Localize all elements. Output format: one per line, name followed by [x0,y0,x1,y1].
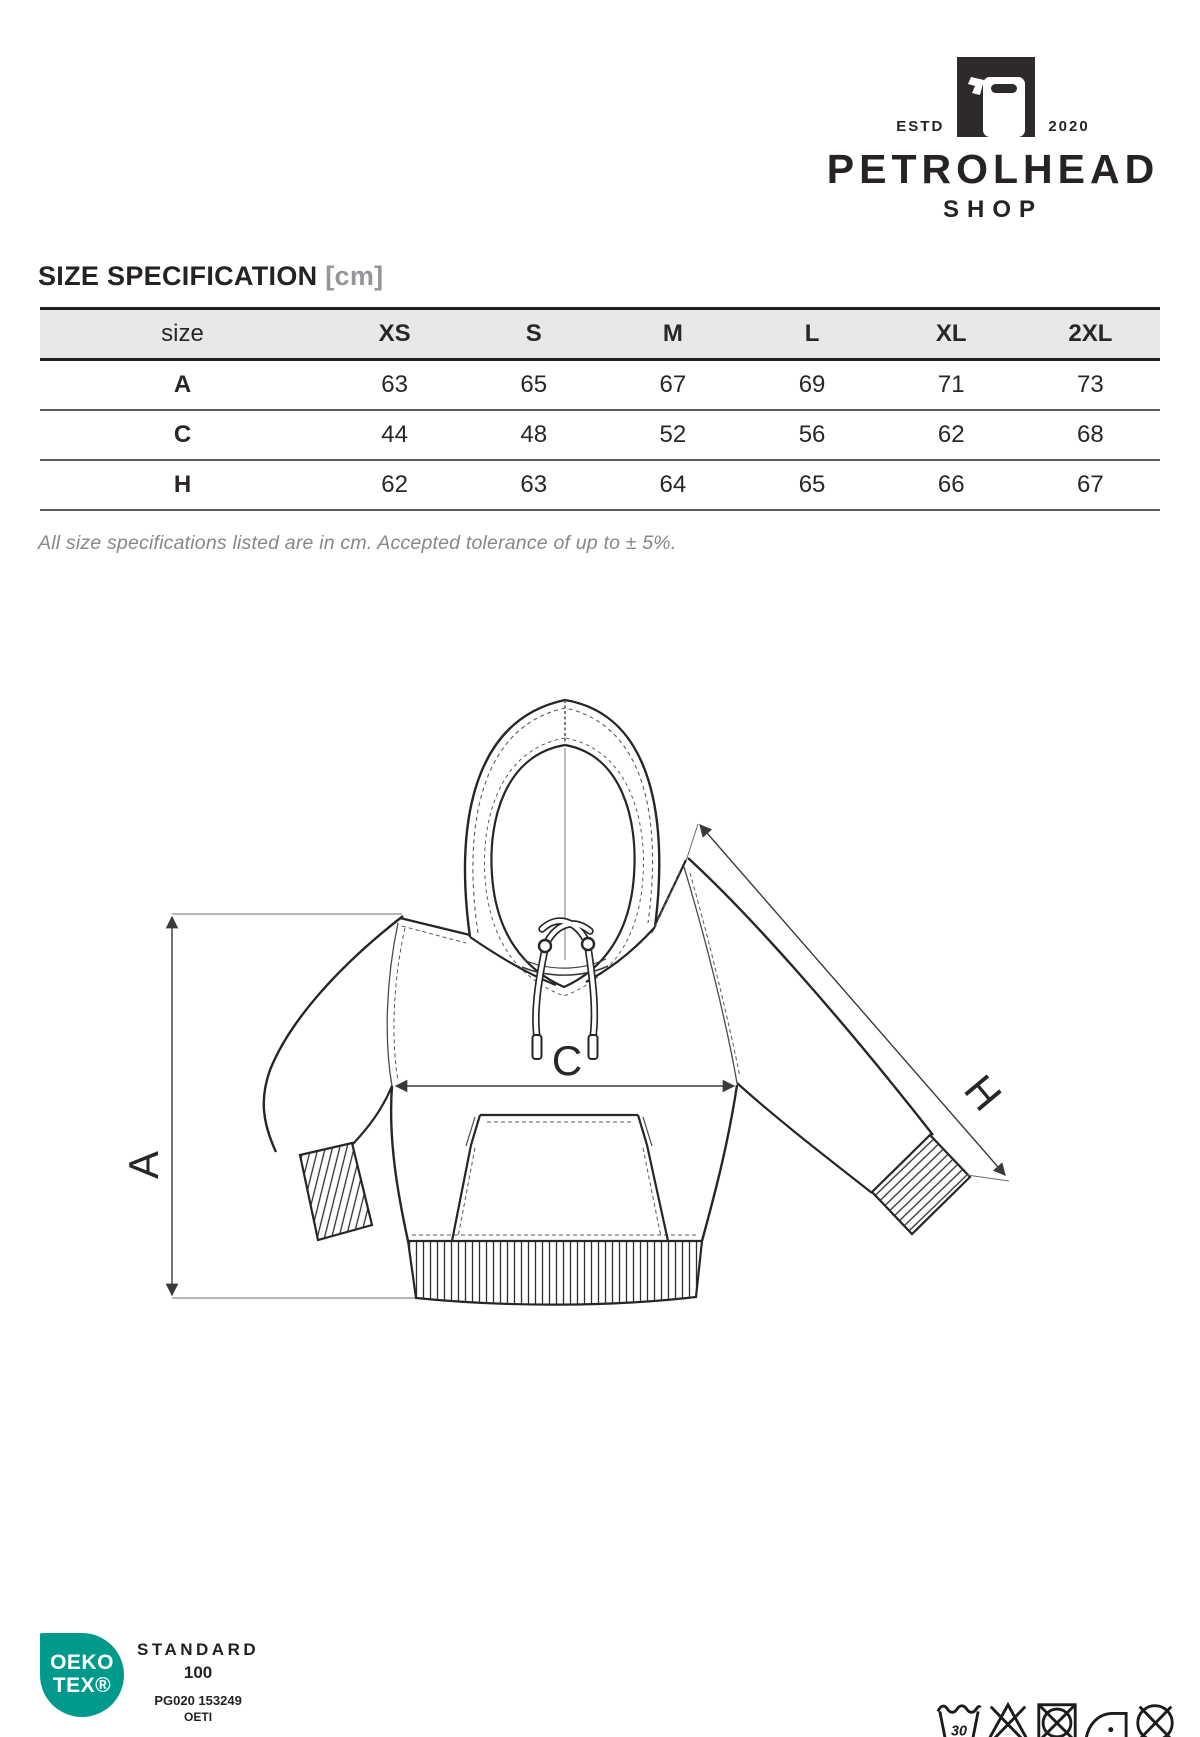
row-c-label: C [173,421,192,448]
row-a-m: 67 [659,371,687,398]
oeko-logo-line2: TEX® [52,1674,112,1697]
size-table-header-2xl: 2XL [1068,320,1113,347]
size-table-header-m: M [662,320,683,347]
right-aglet [589,1035,598,1059]
hoodie-fill-shapes [264,700,935,1243]
row-h-l: 65 [798,471,826,498]
oeko-license-number: PG020 153249 [154,1693,242,1708]
brand-logo-top-row [818,57,1168,137]
row-h-xs: 62 [381,471,408,498]
table-row [40,410,1160,460]
tolerance-note: All size specifications listed are in cm. Accepted tolerance of up to ± 5%. [38,531,677,554]
size-table-header-xl: XL [935,320,967,347]
oeko-tex-certification [40,1633,259,1724]
row-c-s: 48 [520,421,548,448]
brand-estd-label: ESTD [896,118,945,135]
oeko-standard-number: 100 [183,1663,213,1682]
row-c-2xl: 68 [1077,421,1104,448]
row-h-s: 63 [520,471,548,498]
dimension-h-label: H [955,1065,1011,1120]
brand-shop-label: SHOP [942,196,1043,223]
hem-rib [408,1241,702,1305]
size-table-header-size: size [161,320,204,347]
dimension-a-label: A [120,1150,167,1180]
do-not-dry-clean-icon [1132,1697,1178,1737]
jerry-can-icon [957,57,1035,137]
dimension-c-label: C [551,1037,583,1084]
oeko-logo-line1: OEKO [50,1651,114,1675]
row-c-l: 56 [798,421,826,448]
left-aglet [533,1035,542,1059]
brand-name: PETROLHEAD [826,146,1160,192]
page-title-text: SIZE SPECIFICATION [38,261,318,291]
row-h-m: 64 [659,471,687,498]
brand-logo [818,57,1168,224]
table-row [40,460,1160,510]
row-a-l: 69 [798,371,826,398]
table-row [40,360,1160,411]
brand-year-label: 2020 [1048,118,1090,135]
oeko-tex-text-block [137,1633,259,1724]
row-c-m: 52 [659,421,687,448]
left-cuff-rib [300,1143,372,1240]
row-h-2xl: 67 [1077,471,1104,498]
page-title-unit: [cm] [325,261,384,291]
do-not-bleach-icon [985,1697,1031,1737]
wash-temp-label: 30 [951,1723,967,1737]
row-c-xl: 62 [937,421,965,448]
left-grommet [539,940,551,952]
row-a-s: 65 [520,371,548,398]
care-symbols [936,1697,1178,1737]
page-title [38,261,383,292]
size-table-header-s: S [525,320,542,347]
size-table-header-xs: XS [378,320,411,347]
iron-low-heat-icon [1083,1697,1129,1737]
hoodie-technical-drawing [0,615,1200,1327]
size-table-header-l: L [804,320,820,347]
row-a-xs: 63 [381,371,408,398]
do-not-tumble-dry-icon [1034,1697,1080,1737]
row-h-label: H [173,471,192,498]
size-table-header-row [40,309,1160,360]
row-c-xs: 44 [381,421,408,448]
row-a-2xl: 73 [1077,371,1104,398]
right-grommet [582,938,594,950]
row-a-label: A [173,371,192,398]
size-table [40,307,1160,511]
row-h-xl: 66 [937,471,965,498]
wash-30-icon [936,1697,982,1737]
oeko-tex-logo [40,1633,124,1717]
oeko-standard-word: STANDARD [137,1640,260,1659]
row-a-xl: 71 [937,371,965,398]
oeko-institute: OETI [184,1710,213,1724]
